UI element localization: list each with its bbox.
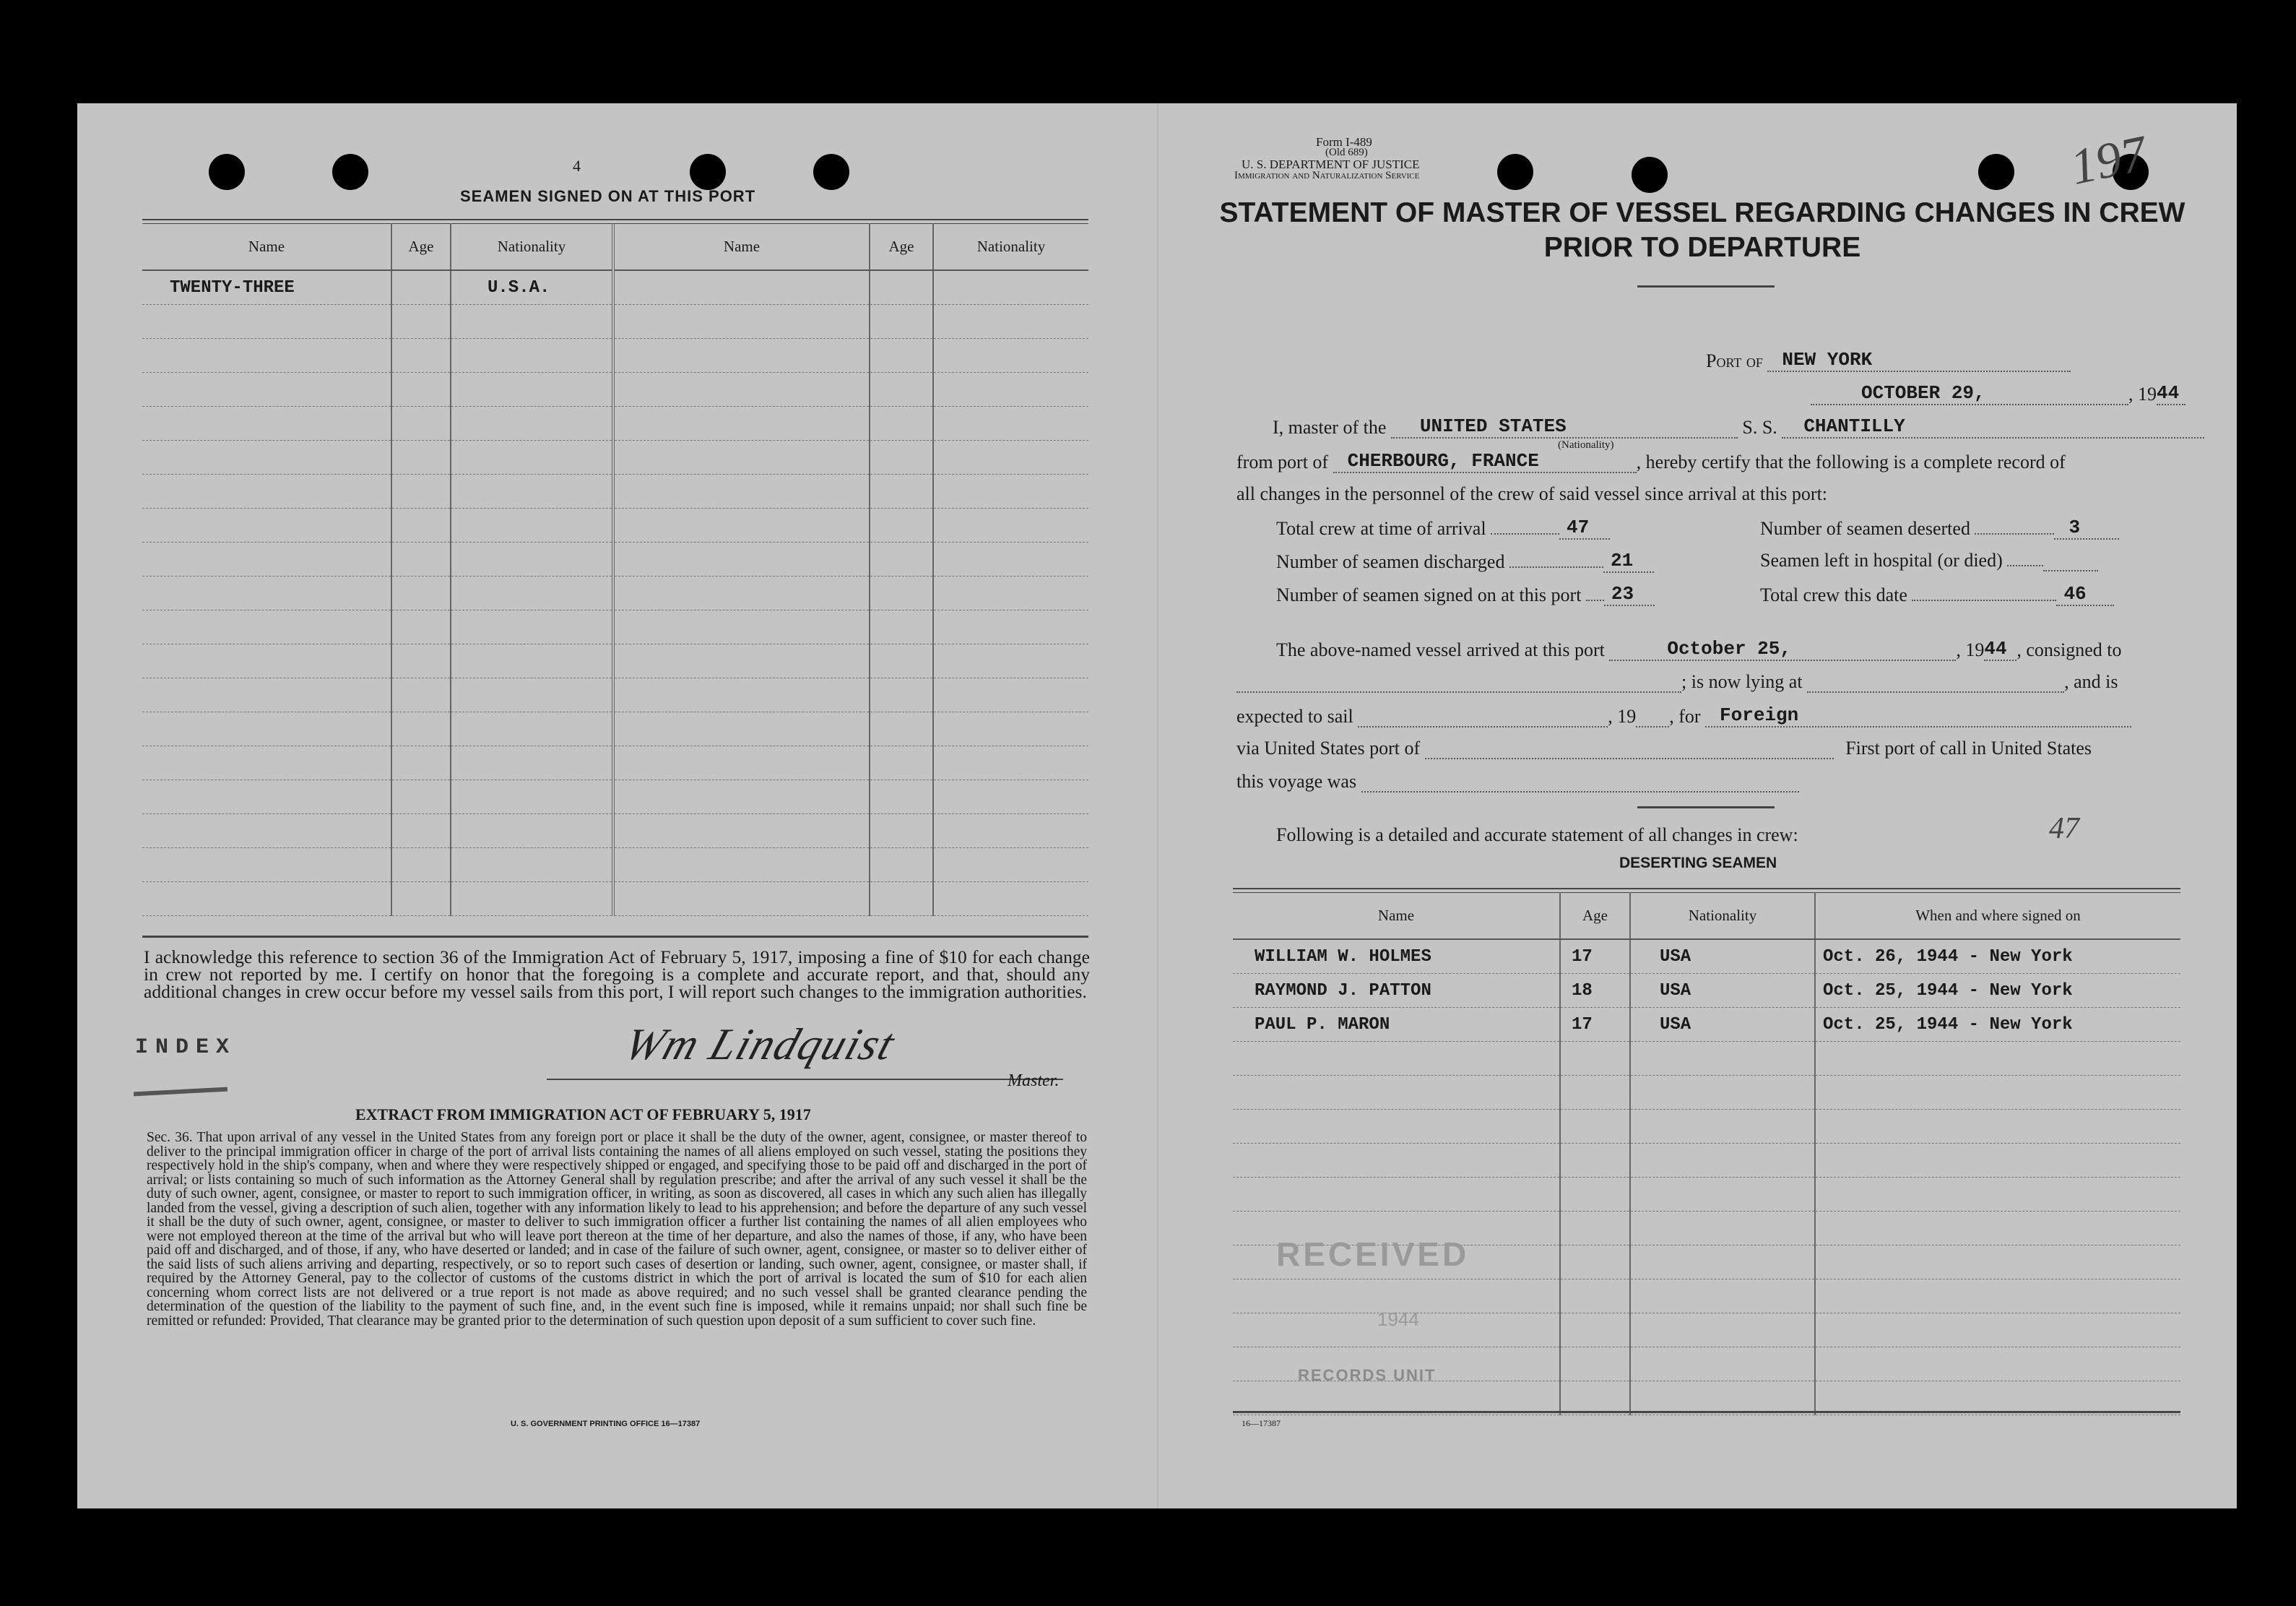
punch-hole	[690, 154, 726, 190]
arrived-year: 44	[1984, 638, 2016, 661]
master-signature: Wm Lindquist	[618, 1020, 902, 1069]
cell-nationality: U.S.A.	[451, 270, 613, 305]
deserter-signed-on: Oct. 25, 1944 - New York	[1815, 974, 2180, 1008]
extract-title: EXTRACT FROM IMMIGRATION ACT OF FEBRUARY 5, 1917	[355, 1105, 811, 1123]
via-label: via United States port of	[1236, 738, 1421, 759]
year-prefix: , 19	[2128, 384, 2157, 405]
year-value: 44	[2157, 382, 2185, 405]
expected-line	[1236, 704, 2131, 728]
port-line	[1706, 349, 2071, 372]
ss-label: S. S.	[1742, 417, 1777, 438]
voyage-line	[1236, 771, 1799, 793]
deserter-signed-on: Oct. 26, 1944 - New York	[1815, 939, 2180, 974]
stat-signed-on	[1276, 583, 1655, 606]
table-row	[1233, 1008, 2180, 1042]
punch-hole	[1632, 157, 1668, 193]
certify-text: , hereby certify that the following is a complete record of	[1636, 452, 2066, 472]
section-rule	[1637, 806, 1775, 808]
deserter-name: RAYMOND J. PATTON	[1233, 974, 1560, 1008]
deserter-nationality: USA	[1630, 974, 1815, 1008]
deserting-table	[1233, 892, 2180, 1415]
ship-name: CHANTILLY	[1782, 415, 2204, 439]
records-unit-stamp: RECORDS UNIT	[1298, 1366, 1437, 1384]
form-number: Form I-489	[1316, 135, 1372, 149]
all-changes-text: all changes in the personnel of the crew of said vessel since arrival at this port:	[1236, 483, 1828, 504]
signed-on-value: 23	[1604, 583, 1655, 606]
punch-hole	[332, 154, 368, 190]
table-row	[1233, 974, 2180, 1008]
col-header-name: Name	[613, 223, 870, 270]
section-title: SEAMEN SIGNED ON AT THIS PORT	[460, 187, 756, 205]
and-is-label: , and is	[2064, 671, 2118, 692]
extract-text: Sec. 36. That upon arrival of any vessel in the United States from any foreign port or place it shall be the duty of the owner, agent, consignee, or master thereof to deliver to the principal immigration officer in charge of the port of arrival lists containing the names of all aliens employed on such vessel, stating the positions they respectively hold in the ship's company, when and where they were respectively shipped or engaged, and specifying those to be paid off and discharged in the port of arrival; or lists containing so much of such information as the Attorney General shall by regulation prescribe; and after the arrival of any such vessel it shall be the duty of such owner, agent, consignee, or master to report to such immigration officer, in writing, as soon as discovered, all cases in which any such alien has illegally landed from the vessel, giving a description of such alien, together with any information likely to lead to his apprehension; and before the departure of any such vessel it shall be the duty of such owner, agent, consignee, or master to deliver to such immigration officer a further list containing the names of all alien employees who were not employed thereon at the time of the arrival but who will leave port thereon at the time of her departure, and also the names of those, if any, who have been paid off and discharged, and of those, if any, who have deserted or landed; and in case of the failure of such owner, agent, consignee, or master so to deliver either of the said lists of such aliens arriving and departing, respectively, or so to report such cases of desertion or landing, such owner, agent, consignee, or master shall, if required by the Attorney General, pay to the collector of customs of the customs district in which the port of arrival is located the sum of $10 for each alien concerning whom correct lists are not delivered or a true report is not made as above required; and no such vessel shall be granted clearance pending the determination of the question of the liability to the payment of such fine, and, in the event such fine is imposed, while it remains unpaid; nor shall such fine be remitted or refunded: Provided, That clearance may be granted prior to the determination of such question upon deposit of a sum sufficient to cover such fine.	[147, 1130, 1087, 1329]
signature-line	[547, 1079, 1063, 1080]
total-arrival-value: 47	[1559, 517, 1610, 540]
col-header-age: Age	[870, 223, 933, 270]
deserter-signed-on: Oct. 25, 1944 - New York	[1815, 1008, 2180, 1042]
col-header-name: Name	[142, 223, 391, 270]
punch-hole	[1497, 154, 1533, 190]
col-header-nationality: Nationality	[451, 223, 613, 270]
port-label: Port of	[1706, 350, 1763, 371]
signed-on-label: Number of seamen signed on at this port	[1276, 584, 1582, 605]
following-text: Following is a detailed and accurate statement of all changes in crew:	[1276, 824, 1798, 845]
page-number: 4	[573, 157, 581, 175]
from-port-value: CHERBOURG, FRANCE	[1333, 450, 1637, 473]
deserting-bottom-rule	[1233, 1411, 2180, 1413]
col-header-nationality: Nationality	[933, 223, 1088, 270]
date-value: OCTOBER 29,	[1811, 382, 2128, 405]
lying-label: ; is now lying at	[1681, 671, 1803, 692]
col-header-signed-on: When and where signed on	[1815, 892, 2180, 939]
consigned-label: , consigned to	[2016, 639, 2122, 660]
cell-name: TWENTY-THREE	[142, 270, 391, 305]
table-row	[142, 270, 1088, 305]
deserter-nationality: USA	[1630, 939, 1815, 974]
lying-line	[1236, 671, 2118, 693]
col-header-age: Age	[1560, 892, 1630, 939]
department: U. S. DEPARTMENT OF JUSTICE	[1242, 157, 1420, 171]
for-label: , for	[1669, 706, 1701, 727]
col-header-age: Age	[391, 223, 451, 270]
footer-code: 16—17387	[1242, 1418, 1281, 1428]
from-port-label: from port of	[1236, 452, 1329, 472]
deserter-age: 17	[1560, 939, 1630, 974]
master-of-label: I, master of the	[1273, 417, 1387, 438]
via-line	[1236, 738, 2092, 759]
received-stamp: RECEIVED	[1276, 1235, 1470, 1273]
stat-total-arrival	[1276, 517, 1610, 540]
arrived-date: October 25,	[1609, 638, 1956, 661]
deserter-name: PAUL P. MARON	[1233, 1008, 1560, 1042]
signed-on-table	[142, 223, 1088, 916]
from-port-line	[1236, 450, 2066, 473]
handwritten-mark: 47	[2049, 812, 2079, 845]
form-title: STATEMENT OF MASTER OF VESSEL REGARDING CHANGES IN CREW	[1219, 197, 2185, 228]
deserted-value: 3	[2054, 517, 2119, 540]
indexed-scribble	[134, 1087, 228, 1097]
deserter-name: WILLIAM W. HOLMES	[1233, 939, 1560, 974]
stat-hospital	[1760, 550, 2098, 571]
nationality-value: UNITED STATES	[1391, 415, 1738, 439]
date-line	[1811, 382, 2185, 405]
this-voyage-label: this voyage was	[1236, 771, 1357, 792]
discharged-value: 21	[1603, 550, 1654, 573]
punch-hole	[813, 154, 849, 190]
service: Immigration and Naturalization Service	[1234, 170, 1420, 181]
hospital-value	[2043, 551, 2098, 571]
expected-year: , 19	[1608, 706, 1637, 727]
page-fold	[1157, 103, 1158, 1508]
printer-line: U. S. GOVERNMENT PRINTING OFFICE 16—17387	[511, 1420, 701, 1428]
indexed-stamp: INDEX	[135, 1035, 237, 1060]
master-line	[1273, 415, 2204, 439]
deserted-label: Number of seamen deserted	[1760, 518, 1970, 539]
received-stamp-date: 1944	[1377, 1308, 1419, 1330]
handwritten-corner-number: 197	[2066, 125, 2152, 197]
deserter-age: 17	[1560, 1008, 1630, 1042]
nationality-caption: (Nationality)	[1558, 439, 1614, 451]
total-date-value: 46	[2056, 583, 2114, 606]
deserting-title: DESERTING SEAMEN	[1619, 855, 1777, 871]
port-value: NEW YORK	[1767, 349, 2071, 372]
cell-age	[391, 270, 451, 305]
total-date-label: Total crew this date	[1760, 584, 1907, 605]
master-label: Master.	[1008, 1071, 1060, 1090]
arrived-year-prefix: , 19	[1956, 639, 1985, 660]
acknowledgment-text: I acknowledge this reference to section 36 of the Immigration Act of February 5, 1917, imposing a fine of $10 for each change in crew not reported by me. I certify on honor that the foregoing is a complete and accurate report, and that, should any additional changes in crew occur before my vessel sails from this port, I will report such changes to the immigration authorities.	[144, 946, 1090, 1002]
discharged-label: Number of seamen discharged	[1276, 551, 1505, 572]
first-port-label: First port of call in United States	[1845, 738, 2092, 759]
arrived-label: The above-named vessel arrived at this port	[1276, 639, 1605, 660]
destination-value: Foreign	[1705, 704, 2131, 728]
col-header-nationality: Nationality	[1630, 892, 1815, 939]
stat-discharged	[1276, 550, 1654, 573]
form-title-line2: PRIOR TO DEPARTURE	[1543, 232, 1861, 263]
total-arrival-label: Total crew at time of arrival	[1276, 518, 1486, 539]
stat-total-date	[1760, 583, 2114, 606]
title-rule	[1637, 285, 1775, 288]
punch-hole	[209, 154, 245, 190]
deserter-age: 18	[1560, 974, 1630, 1008]
document-sheet	[77, 103, 2237, 1508]
arrived-line	[1276, 638, 2122, 661]
deserter-nationality: USA	[1630, 1008, 1815, 1042]
form-old-number: (Old 689)	[1325, 147, 1368, 158]
col-header-name: Name	[1233, 892, 1560, 939]
table-row	[1233, 939, 2180, 974]
expected-label: expected to sail	[1236, 706, 1353, 727]
stat-deserted	[1760, 517, 2119, 540]
punch-hole	[1978, 154, 2014, 190]
hospital-label: Seamen left in hospital (or died)	[1760, 550, 2003, 571]
table-bottom-rule	[142, 936, 1088, 938]
